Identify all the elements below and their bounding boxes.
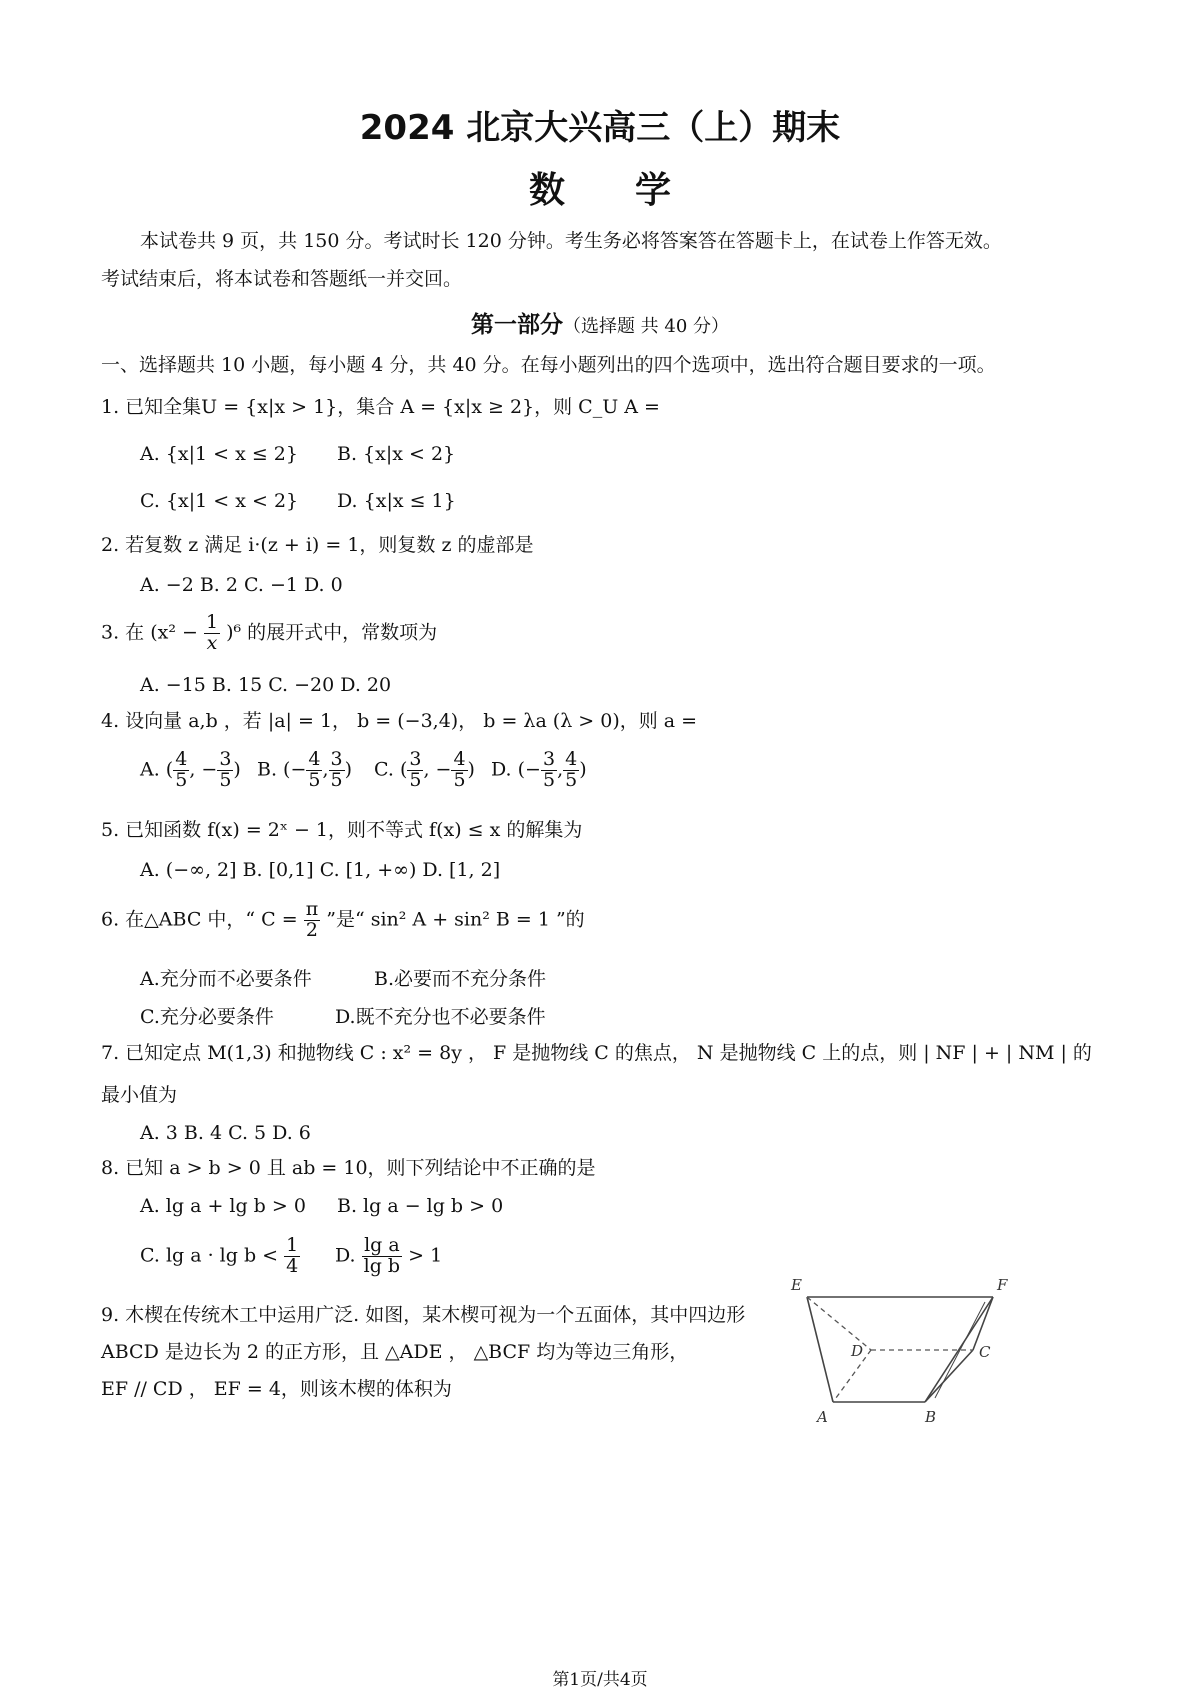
edge-fb-shade [935,1302,985,1398]
part1-title: 第一部分 [470,312,563,338]
intro-line-1: 本试卷共 9 页，共 150 分。考试时长 120 分钟。考生务必将答案答在答题卡上，在试卷上作答无效。 [140,230,1002,252]
q6-option-b: B.必要而不充分条件 [374,968,547,990]
edge-cb [925,1350,973,1402]
q8-stem: 8. 已知 a > b > 0 且 ab = 10，则下列结论中不正确的是 [101,1157,596,1179]
q8-option-a: A. lg a + lg b > 0 [140,1195,306,1217]
q4a-frac-2 [217,750,233,791]
q6-option-c: C.充分必要条件 [140,1006,274,1028]
q4a-n1: 4 [175,748,188,770]
q2-stem: 2. 若复数 z 满足 i·(z + i) = 1，则复数 z 的虚部是 [101,534,534,556]
subject-title: 数学 [528,170,741,211]
q4-stem: 4. 设向量 a,b ，若 |a| = 1， b = (−3,4)， b = λa (λ > 0)，则 a = [101,710,698,732]
q7-stem-line-2: 最小值为 [101,1084,178,1106]
q4b-pre: B. (− [257,758,307,781]
q1-option-c: C. {x|1 < x < 2} [140,490,299,512]
q5-stem: 5. 已知函数 f(x) = 2ˣ − 1，则不等式 f(x) ≤ x 的解集为 [101,819,583,841]
q3-stem [101,613,437,654]
q3-stem-pre: 3. 在 (x² − [101,621,198,644]
q4c-post: ) [467,758,475,781]
q4a-n2: 3 [219,748,232,770]
q6-frac-num: π [305,898,319,920]
q1-stem: 1. 已知全集U = {x|x > 1}，集合 A = {x|x ≥ 2}，则 C_U A = [101,396,660,418]
q4d-pre: D. (− [491,758,541,781]
q4d-d2: 5 [565,768,578,791]
wedge-figure [785,1270,1020,1455]
q4-option-d [491,750,587,791]
q8c-den: 4 [286,1254,299,1277]
q4b-frac-1 [306,750,322,791]
q4c-mid: , − [423,758,452,781]
q4b-d2: 5 [330,768,343,791]
q6-stem-pre: 6. 在△ABC 中，“ C = [101,908,298,931]
q8c-pre: C. lg a · lg b < [140,1244,279,1267]
q9-line-3: EF // CD ， EF = 4，则该木楔的体积为 [101,1378,452,1400]
part1-heading [0,306,1200,339]
q4d-post: ) [579,758,587,781]
q6-fraction [304,900,321,941]
label-c: C [979,1343,991,1361]
q8-option-d [335,1236,442,1277]
part1-instruction: 一、选择题共 10 小题，每小题 4 分，共 40 分。在每小题列出的四个选项中，选出符合题目要求的一项。 [101,354,996,376]
q4b-mid: , [322,758,329,781]
q4d-n2: 4 [565,748,578,770]
q4b-d1: 5 [308,768,321,791]
label-d: D [851,1342,864,1360]
q3-stem-post: )⁶ 的展开式中，常数项为 [226,621,438,644]
q8d-pre: D. [335,1244,356,1267]
q4a-frac-1 [173,750,189,791]
label-b: B [925,1408,937,1426]
q7-options: A. 3 B. 4 C. 5 D. 6 [140,1122,311,1144]
q9-line-2: ABCD 是边长为 2 的正方形，且 △ADE ， △BCF 均为等边三角形， [101,1341,689,1363]
q4c-frac-1 [407,750,423,791]
q4a-pre: A. ( [140,758,174,781]
q4c-d1: 5 [409,768,422,791]
q4a-d2: 5 [219,768,232,791]
q3-frac-den: x [206,631,218,654]
q1-option-b: B. {x|x < 2} [337,443,456,465]
q8c-frac [284,1236,300,1277]
q3-fraction [204,613,220,654]
q8d-frac [362,1236,402,1277]
q6-option-a: A.充分而不必要条件 [140,968,312,990]
label-e: E [791,1276,802,1294]
q4d-mid: , [557,758,564,781]
q3-frac-num: 1 [205,611,219,633]
q5-options: A. (−∞, 2] B. [0,1] C. [1, +∞) D. [1, 2] [140,859,501,881]
page-number: 第1页/共4页 [552,1670,648,1690]
q6-option-d: D.既不充分也不必要条件 [335,1006,546,1028]
q4d-frac-2 [563,750,579,791]
q7-stem-line-1: 7. 已知定点 M(1,3) 和抛物线 C : x² = 8y ， F 是抛物线 C 的焦点， N 是抛物线 C 上的点，则 | NF | + | NM | 的 [101,1042,1092,1064]
q4b-post: ) [344,758,353,781]
q4c-frac-2 [451,750,467,791]
q4a-post: ) [233,758,241,781]
label-f: F [997,1276,1008,1294]
q4c-pre: C. ( [374,758,408,781]
intro-line-2: 考试结束后，将本试卷和答题纸一并交回。 [101,268,463,290]
q4c-d2: 5 [453,768,466,791]
q1-option-a: A. {x|1 < x ≤ 2} [140,443,298,465]
part1-note: （选择题 共 40 分） [562,316,730,337]
exam-title: 2024 北京大兴高三（上）期末 [359,108,841,148]
q4a-d1: 5 [175,768,188,791]
q4d-frac-1 [541,750,557,791]
q4d-d1: 5 [542,768,556,791]
q6-stem-post: ”是“ sin² A + sin² B = 1 ”的 [326,908,585,931]
q4c-n1: 3 [409,748,422,770]
q9-line-1: 9. 木楔在传统木工中运用广泛. 如图，某木楔可视为一个五面体，其中四边形 [101,1304,746,1326]
q8d-post: > 1 [408,1244,443,1267]
q8d-den: lg b [363,1254,401,1277]
q4a-mid: , − [189,758,218,781]
label-a: A [817,1408,828,1426]
q4b-n2: 3 [330,748,343,770]
q3-options: A. −15 B. 15 C. −20 D. 20 [140,674,392,696]
q6-stem [101,900,585,941]
q4d-n1: 3 [542,748,556,770]
q8-option-b: B. lg a − lg b > 0 [337,1195,504,1217]
q4b-frac-2 [329,750,345,791]
q8-option-c [140,1236,300,1277]
q2-options: A. −2 B. 2 C. −1 D. 0 [140,574,343,596]
q4-option-c [374,750,475,791]
q1-option-d: D. {x|x ≤ 1} [337,490,456,512]
q6-frac-den: 2 [305,918,318,941]
q8d-num: lg a [362,1236,402,1257]
q4-option-a [140,750,241,791]
edge-ea [807,1297,833,1402]
q8c-num: 1 [286,1234,299,1256]
q4c-n2: 4 [453,748,466,770]
q4b-n1: 4 [308,748,321,770]
q4-option-b [257,750,352,791]
